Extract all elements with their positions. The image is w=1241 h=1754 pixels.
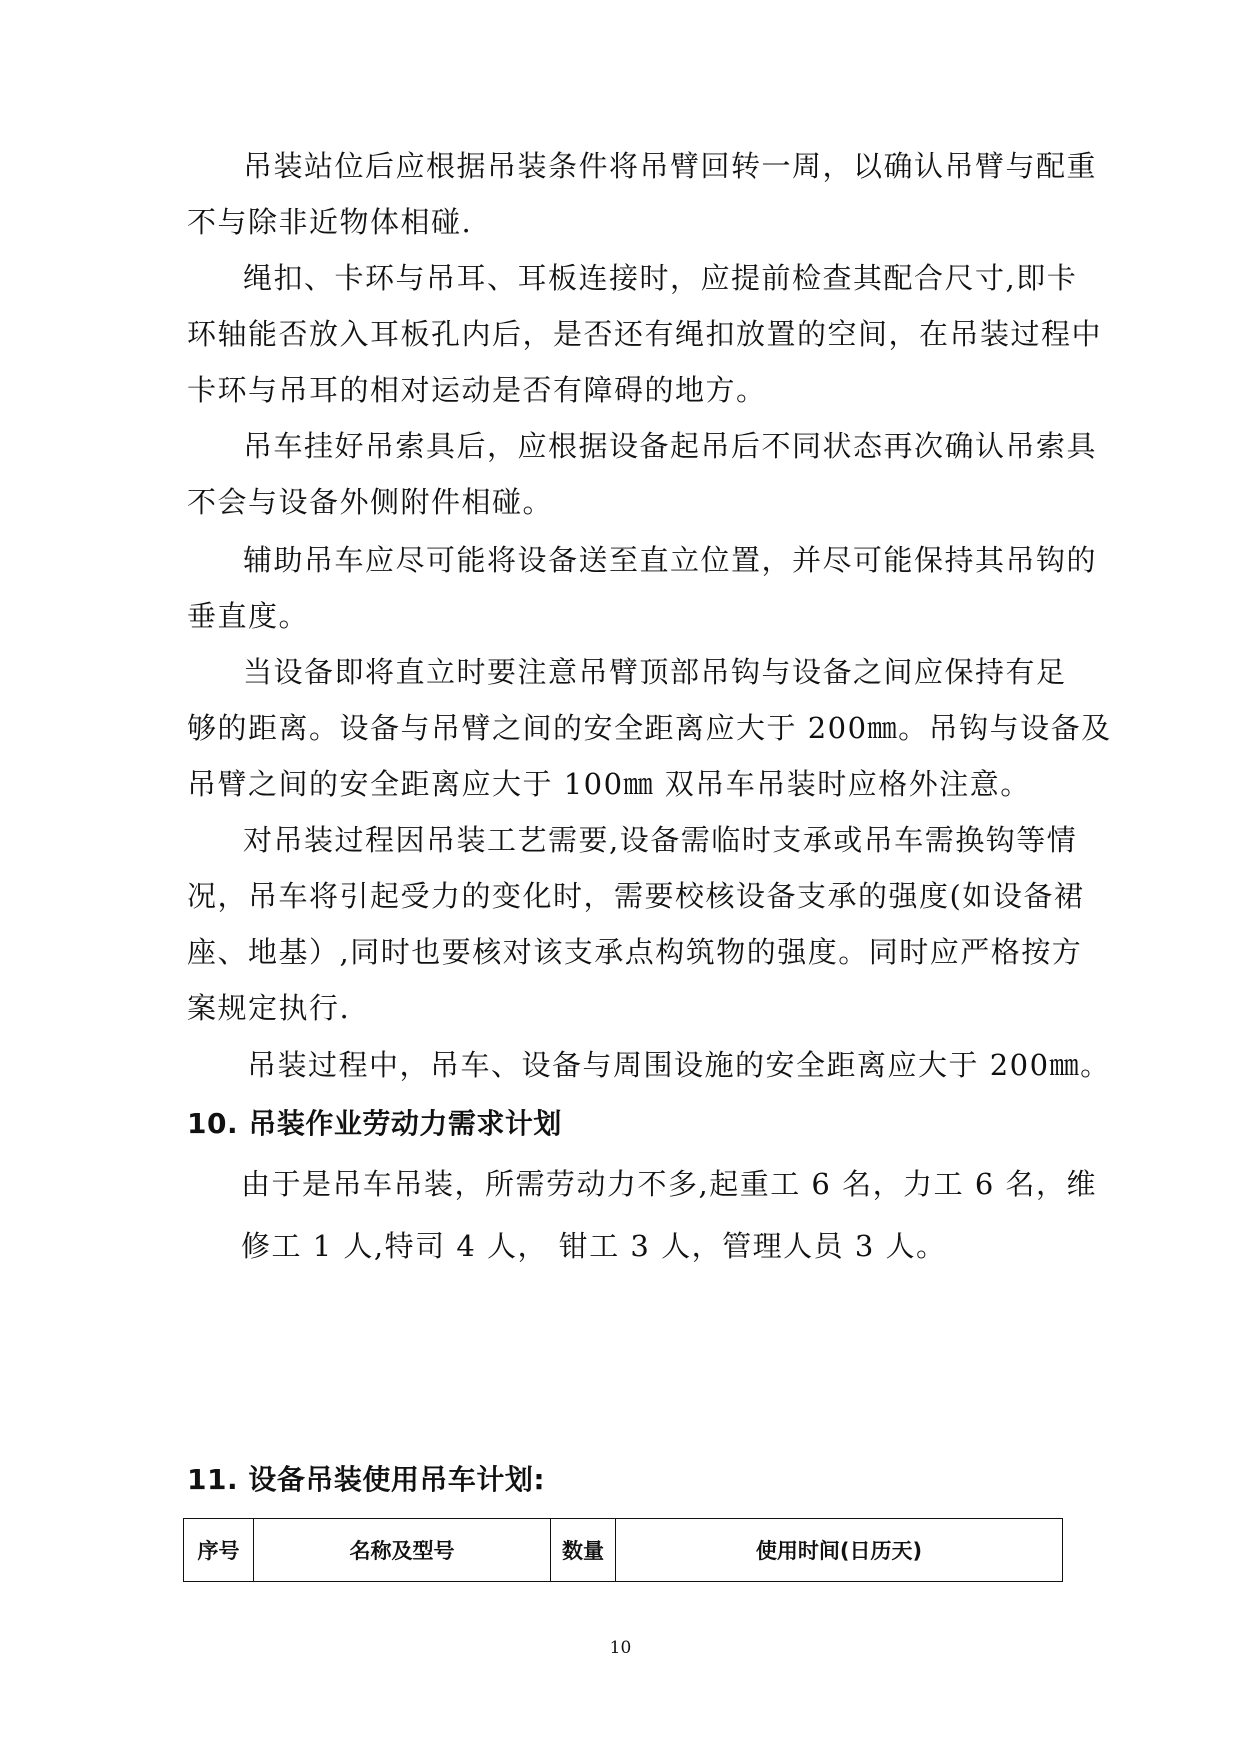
paragraph-line: 不会与设备外侧附件相碰。	[187, 485, 554, 519]
paragraph-line: 垂直度。	[187, 599, 310, 633]
section-11-heading: 11. 设备吊装使用吊车计划:	[187, 1463, 546, 1496]
paragraph-line: 辅助吊车应尽可能将设备送至直立位置，并尽可能保持其吊钩的	[243, 543, 1098, 577]
paragraph-line: 吊车挂好吊索具后，应根据设备起吊后不同状态再次确认吊索具	[243, 429, 1098, 463]
paragraph-line: 够的距离。设备与吊臂之间的安全距离应大于 200㎜。吊钩与设备及	[187, 711, 1112, 745]
paragraph-line: 吊臂之间的安全距离应大于 100㎜ 双吊车吊装时应格外注意。	[187, 767, 1031, 801]
page-number: 10	[609, 1638, 632, 1658]
section-10-heading: 10. 吊装作业劳动力需求计划	[187, 1107, 562, 1140]
paragraph-line: 修工 1 人,特司 4 人， 钳工 3 人，管理人员 3 人。	[241, 1229, 947, 1263]
paragraph-line: 吊装过程中，吊车、设备与周围设施的安全距离应大于 200㎜。	[247, 1048, 1111, 1082]
paragraph-line: 不与除非近物体相碰.	[187, 205, 473, 239]
paragraph-line: 环轴能否放入耳板孔内后，是否还有绳扣放置的空间，在吊装过程中	[187, 317, 1103, 351]
paragraph-line: 案规定执行.	[187, 991, 351, 1025]
paragraph-line: 绳扣、卡环与吊耳、耳板连接时，应提前检查其配合尺寸,即卡	[243, 261, 1078, 295]
crane-plan-table	[183, 1518, 1063, 1582]
column-header-quantity: 数量	[551, 1519, 616, 1582]
paragraph-line: 座、地基）,同时也要核对该支承点构筑物的强度。同时应严格按方	[187, 935, 1083, 969]
column-header-name-model: 名称及型号	[254, 1519, 551, 1582]
table-header-row	[184, 1519, 1063, 1582]
column-header-usage-time: 使用时间(日历天)	[616, 1519, 1063, 1582]
paragraph-line: 对吊装过程因吊装工艺需要,设备需临时支承或吊车需换钩等情	[243, 823, 1078, 857]
column-header-index: 序号	[184, 1519, 254, 1582]
paragraph-line: 卡环与吊耳的相对运动是否有障碍的地方。	[187, 373, 767, 407]
paragraph-line: 吊装站位后应根据吊装条件将吊臂回转一周，以确认吊臂与配重	[243, 149, 1098, 183]
paragraph-line: 由于是吊车吊装，所需劳动力不多,起重工 6 名，力工 6 名，维	[241, 1167, 1097, 1201]
paragraph-line: 况，吊车将引起受力的变化时，需要校核设备支承的强度(如设备裙	[187, 879, 1085, 913]
paragraph-line: 当设备即将直立时要注意吊臂顶部吊钩与设备之间应保持有足	[243, 655, 1067, 689]
